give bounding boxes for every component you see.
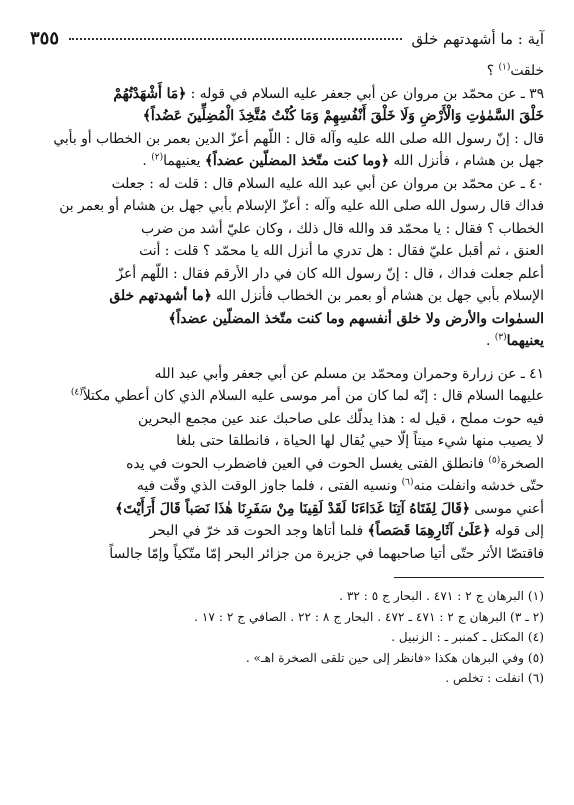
main-text	[30, 60, 544, 565]
footnote-ref: (٦)	[401, 477, 414, 488]
footnote-ref: (٤)	[70, 387, 83, 398]
text-line: إلى قوله ﴿عَلَىٰ آثَارِهِمَا قَصَصاً﴾ فلما أتاها وجد الحوت قد خرّ في البحر	[149, 523, 544, 539]
footnote: (٤) المكتل ـ كمنبر ـ : الزنبيل .	[391, 630, 544, 644]
quran-verse: خَلْقَ السَّمٰوٰتِ وَالْأَرْضِ وَلَا خَلْقَ أَنْفُسِهِمْ وَمَا كُنْتُ مُتَّخِذَ الْمُضِلِّينَ عَضُداً﴾	[142, 108, 544, 124]
quran-verse: السمٰوات والأرض ولا خلق أنفسهم وما كنت متّخذ المضلّين عضداً﴾	[168, 310, 544, 327]
quran-verse: ﴿ما أشهدتهم خلق	[109, 288, 212, 304]
header-title: آية : ما أشهدتهم خلق	[411, 30, 544, 48]
text-line: العنق ، ثم أقبل عليّ فقال : هل تدري ما أنزل الله يا محمّد ؟ قلت : أنت	[139, 243, 544, 259]
quran-verse: ﴿قَالَ لِفَتَاهُ آتِنَا غَدَاءَنَا لَقَدْ لَقِينَا مِنْ سَفَرِنَا هٰذَا نَصَباً قَالَ أَرَأَيْتَ﴾	[115, 500, 470, 517]
running-header	[30, 28, 544, 60]
footnote-ref: (١)	[498, 62, 511, 73]
footnote: (٢ ـ ٣) البرهان ج ٢ : ٤٧١ ـ ٤٧٢ . البحار ج ٨ : ٢٢ . الصافي ج ٢ : ١٧ .	[194, 609, 544, 624]
text-line: جهل بن هشام ، فأنزل الله ﴿وما كنت متّخذ المضلّين عضداً﴾ يعنيهما$^{(٢)}$ .	[142, 152, 544, 169]
quran-verse: ﴿مَا أَشْهَدْتُهُمْ	[113, 85, 187, 102]
text-line: حتّى خدشه وانفلت منه$^{(٦)}$ ونسيه الفتى ، فلما جاوز الوقت الذي وقّت فيه	[136, 477, 544, 494]
text-line: فاقتصّا الأثر حتّى أتيا صاحبهما في جزيرة من جزائر البحر إمّا متّكياً وإمّا جالساً	[109, 545, 544, 562]
text-line: يعنيهما$^{(٣)}$ .	[485, 332, 544, 349]
text-line: الإسلام بأبي جهل بن هشام أو بعمر بن الخطاب فأنزل الله ﴿ما أشهدتهم خلق	[109, 288, 544, 304]
paragraph-gap	[30, 353, 544, 363]
text-line: ٤١ ـ عن زرارة وحمران ومحمّد بن مسلم عن أبي جعفر وأبي عبد الله	[154, 365, 544, 382]
text-line: الخطاب ؟ فقال : يا محمّد قد والله قال ذلك ، وكان عليّ أشد من ضرب	[140, 220, 544, 237]
text-line: ٤٠ ـ عن محمّد بن مروان عن أبي عبد الله عليه السلام قال : قلت له : جعلت	[111, 175, 544, 192]
text-line: قال : إنّ رسول الله صلى الله عليه وآله قال : اللّهم أعزّ الدين بعمر بن الخطاب أو بأبي	[53, 130, 544, 147]
text-line: فداك قال رسول الله صلى الله عليه وآله : أعزّ الإسلام بأبي جهل بن هشام أو بعمر بن	[59, 198, 544, 214]
footnotes	[30, 586, 544, 689]
header-dot-leader	[69, 38, 402, 40]
text-line: أعني موسى ﴿قَالَ لِفَتَاهُ آتِنَا غَدَاءَنَا لَقَدْ لَقِينَا مِنْ سَفَرِنَا هٰذَا نَصَباً قَالَ أَرَأَيْتَ﴾	[115, 500, 544, 517]
footnote-ref: (٥)	[488, 454, 501, 465]
text-line: الصخرة$^{(٥)}$ فانطلق الفتى يغسل الحوت في العين فاضطرب الحوت في يده	[126, 454, 544, 472]
text-line: ٣٩ ـ عن محمّد بن مروان عن أبي جعفر عليه السلام في قوله : ﴿مَا أَشْهَدْتُهُمْ	[113, 85, 544, 102]
text-line: أعلم جعلت فداك ، قال : إنّ رسول الله كان في دار الأرقم فقال : اللّهم أعزّ	[116, 265, 544, 282]
text-line: خلقت$^{(١)}$ ؟	[486, 62, 544, 79]
text-line: فيه حوت مملح ، قيل له : هذا يدلّك على صاحبك عند عين مجمع البحرين	[138, 410, 544, 427]
quran-verse: ﴿عَلَىٰ آثَارِهِمَا قَصَصاً﴾	[367, 523, 491, 539]
page-number: ٣٥٥	[30, 28, 60, 49]
quran-verse: ﴿وما كنت متّخذ المضلّين عضداً﴾	[204, 153, 389, 169]
footnote: (٦) انفلت : تخلص .	[445, 671, 544, 685]
text-line: عليهما السلام قال : إنّه لما كان من أمر موسى عليه السلام الذي كان أعطي مكتلاً$^{(٤)}$	[70, 387, 544, 404]
footnote-ref: (٢)	[151, 152, 164, 163]
footnote: (٥) وفي البرهان هكذا «فانظر إلى حين تلقى الصخرة اهـ» .	[245, 650, 544, 665]
footnote-separator	[394, 577, 544, 578]
footnote: (١) البرهان ج ٢ : ٤٧١ . البحار ج ٥ : ٣٢ .	[339, 589, 544, 603]
text-line: لا يصيب منها شيء ميتاً إلّا حيي يُقال لها الحياة ، فانطلقا حتى بلغا	[176, 433, 544, 449]
footnote-ref: (٣)	[494, 332, 507, 343]
